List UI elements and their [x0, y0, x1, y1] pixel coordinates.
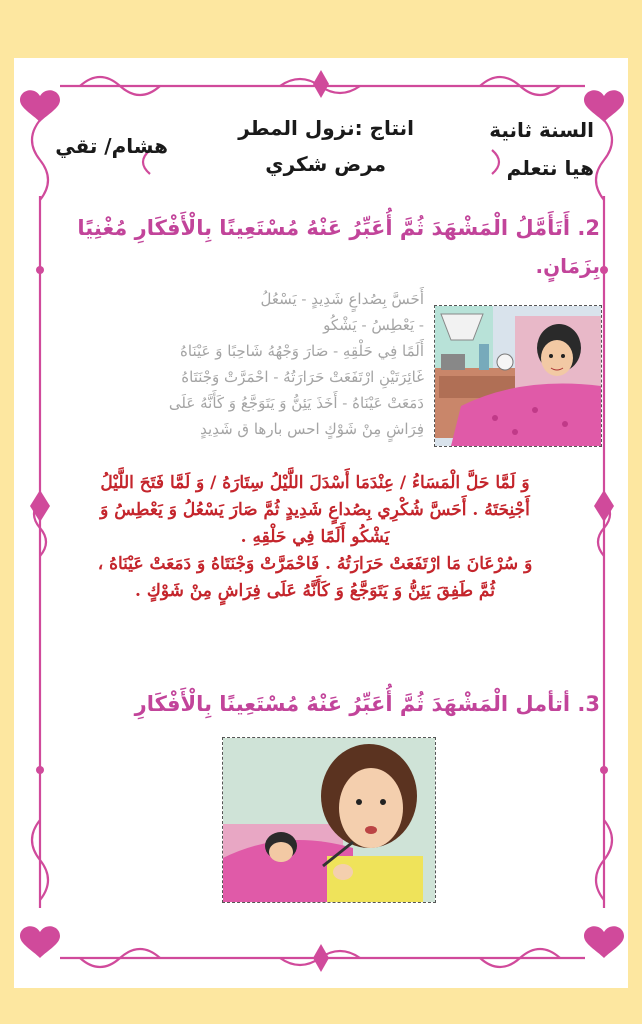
diamond-ornament [313, 944, 329, 972]
diamond-ornament [313, 70, 329, 98]
topic-subtitle: مرض شكري [265, 152, 386, 176]
author-label: هشام/ تقي [55, 134, 168, 158]
word-bank-line: فِرَاشٍ مِنْ شَوْكٍ احس بارها ق شَدِيدٍ [200, 420, 424, 438]
heart-icon [584, 926, 624, 958]
answer-line: وَ لَمَّا حَلَّ الْمَسَاءُ / عِنْدَمَا أَسْدَلَ اللَّيْلُ سِتَارَهُ / وَ لَمَّا فَتَحَ اللَّيْلُ [100, 473, 530, 493]
grade-label: السنة ثانية [489, 118, 594, 142]
word-bank-line: دَمَعَتْ عَيْنَاهُ - أَخَذَ يَئِنُّ وَ يَتَوَجَّعُ وَ كَأَنَّهُ عَلَى [168, 394, 424, 412]
question-2-line-2: بِزَمَانٍ. [535, 254, 600, 278]
answer-line: أَجْنِحَتَهُ . أَحَسَّ شُكْرِي بِصُداعٍ شَدِيدٍ ثُمَّ صَارَ يَسْعُلُ وَ يَعْطِسُ وَ [100, 500, 530, 520]
heart-icon [20, 90, 60, 122]
question-3: 3. أتأمل الْمَشْهَدَ ثُمَّ أُعَبِّرُ عَنْهُ مُسْتَعِينًا بِالْأَفْكَارِ [134, 692, 600, 716]
sick-boy-illustration [434, 305, 602, 447]
word-bank-line: أَحَسَّ بِصُداعٍ شَدِيدٍ - يَسْعُلُ [260, 290, 424, 308]
question-2-line-1: 2. أَتَأَمَّلُ الْمَشْهَدَ ثُمَّ أُعَبِّرُ عَنْهُ مُسْتَعِينًا بِالْأَفْكَارِ مُغْنِيًا [77, 216, 600, 240]
answer-paragraph [30, 470, 600, 605]
answer-line: وَ سُرْعَانَ مَا ارْتَفَعَتْ حَرَارَتُهُ . فَاحْمَرَّتْ وَجْنَتَاهُ وَ دَمَعَتْ عَيْنَاهُ ، [97, 554, 533, 574]
mother-thermometer-illustration [222, 737, 436, 903]
subject-label: هيا نتعلم [506, 156, 594, 180]
answer-line: ثُمَّ طَفِقَ يَئِنُّ وَ يَتَوَجَّعُ وَ كَأَنَّهُ عَلَى فِرَاشٍ مِنْ شَوْكٍ . [135, 581, 495, 601]
word-bank-line: أَلَمًا فِي حَلْقِهِ - صَارَ وَجْهُهُ شَاحِبًا وَ عَيْنَاهُ [180, 342, 424, 360]
topic-title: انتاج :نزول المطر [238, 116, 414, 140]
word-bank-line: غَائِرَتَيْنِ ارْتَفَعَتْ حَرَارَتُهُ - احْمَرَّتْ وَجْنَتَاهُ [181, 368, 424, 386]
word-bank [168, 286, 424, 442]
heart-icon [20, 926, 60, 958]
word-bank-line: - يَعْطِسُ - يَشْكُو [323, 316, 424, 334]
answer-line: يَشْكُو أَلَمًا فِي حَلْقِهِ . [240, 527, 390, 547]
